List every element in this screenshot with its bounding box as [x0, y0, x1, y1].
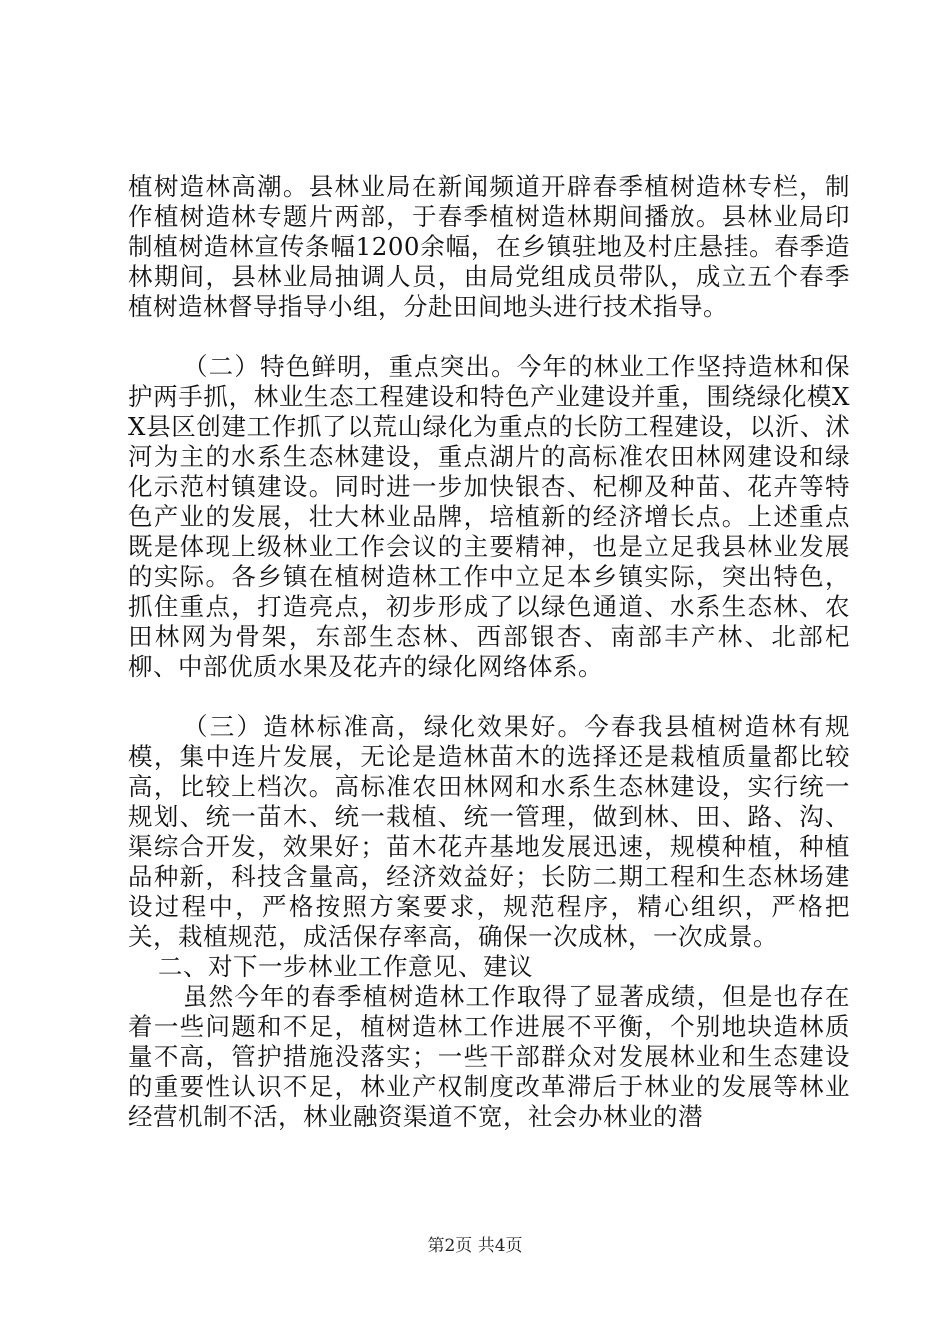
paragraph-gap [128, 682, 850, 712]
section-heading: 二、对下一步林业工作意见、建议 [158, 952, 533, 981]
page-footer: 第2页 共4页 [427, 1236, 523, 1256]
document-body [128, 172, 850, 1132]
paragraph-section-two: （二）特色鲜明，重点突出。今年的林业工作坚持造林和保护两手抓，林业生态工程建设和特色产业建设并重，围绕绿化模XX县区创建工作抓了以荒山绿化为重点的长防工程建设，以沂、沭河为主的水系生态林建设，重点湖片的高标准农田林网建设和绿化示范村镇建设。同时进一步加快银杏、杞柳及种苗、花卉等特色产业的发展，壮大林业品牌，培植新的经济增长点。上述重点既是体现上级林业工作会议的主要精神，也是立足我县林业发展的实际。各乡镇在植树造林工作中立足本乡镇实际，突出特色，抓住重点，打造亮点，初步形成了以绿色通道、水系生态林、农田林网为骨架，东部生态林、西部银杏、南部丰产林、北部杞柳、中部优质水果及花卉的绿化网络体系。 [128, 352, 850, 681]
paragraph-suggestions: 虽然今年的春季植树造林工作取得了显著成绩，但是也存在着一些问题和不足，植树造林工作进展不平衡，个别地块造林质量不高，管护措施没落实；一些干部群众对发展林业和生态建设的重要性认识不足，林业产权制度改革滞后于林业的发展等林业经营机制不活，林业融资渠道不宽，社会办林业的潜 [128, 982, 850, 1131]
paragraph-section-three: （三）造林标准高，绿化效果好。今春我县植树造林有规模，集中连片发展，无论是造林苗木的选择还是栽植质量都比较高，比较上档次。高标准农田林网和水系生态林建设，实行统一规划、统一苗木、统一栽植、统一管理，做到林、田、路、沟、渠综合开发，效果好；苗木花卉基地发展迅速，规模种植，种植品种新，科技含量高，经济效益好；长防二期工程和生态林场建设过程中，严格按照方案要求，规范程序，精心组织，严格把关，栽植规范，成活保存率高，确保一次成林，一次成景。 [128, 712, 850, 951]
paragraph-continued: 植树造林高潮。县林业局在新闻频道开辟春季植树造林专栏，制作植树造林专题片两部，于春季植树造林期间播放。县林业局印制植树造林宣传条幅1200余幅，在乡镇驻地及村庄悬挂。春季造林期间，县林业局抽调人员，由局党组成员带队，成立五个春季植树造林督导指导小组，分赴田间地头进行技术指导。 [128, 172, 850, 321]
paragraph-gap [128, 322, 850, 352]
